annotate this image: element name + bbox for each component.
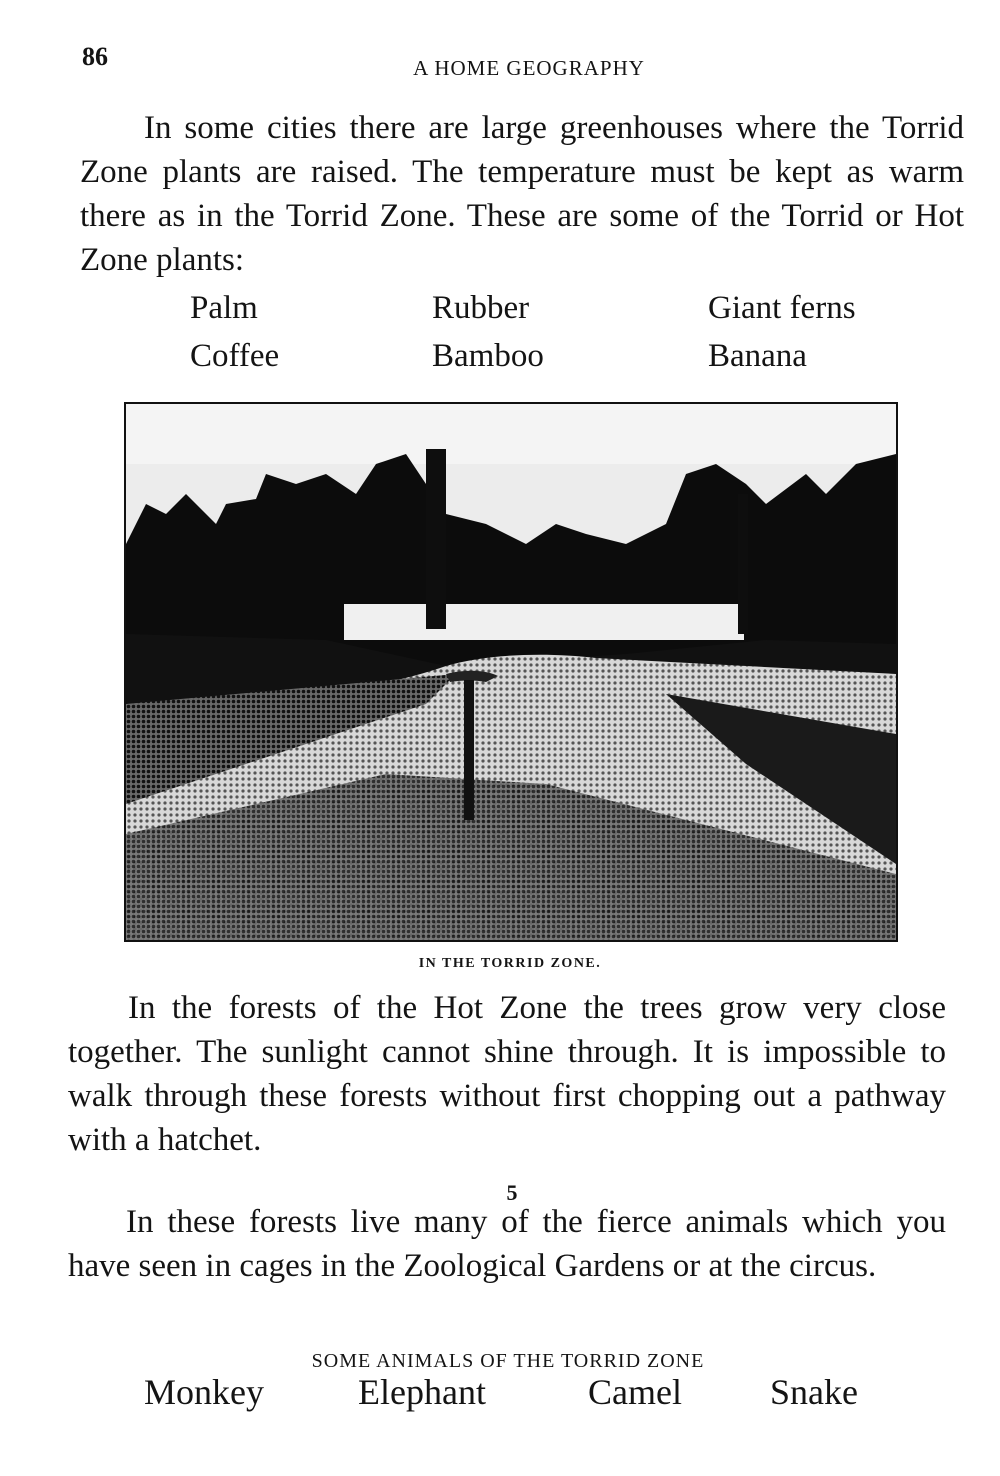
paragraph-greenhouses: In some cities there are large greenhouses where the Torrid Zone plants are raised. The temperature must be kept as warm there as in the Torrid Zone. These are some of the Torrid or Hot Zone plants:	[80, 110, 964, 278]
plant-list	[190, 286, 910, 378]
torrid-zone-photo	[124, 402, 898, 942]
animal-item: Monkey	[144, 1372, 264, 1412]
plant-item: Bamboo	[432, 338, 544, 374]
animal-item: Camel	[588, 1372, 682, 1412]
paragraph-animals: In these forests live many of the fierce animals which you have seen in cages in the Zoological Gardens or at the circus.	[68, 1204, 946, 1284]
plant-item: Rubber	[432, 290, 530, 326]
animal-item: Snake	[770, 1372, 858, 1412]
plant-item: Coffee	[190, 338, 280, 374]
figure-caption: IN THE TORRID ZONE.	[418, 956, 602, 971]
section-number: 5	[506, 1180, 518, 1205]
plant-item: Palm	[190, 290, 258, 326]
paragraph-forests: In the forests of the Hot Zone the trees grow very close together. The sunlight cannot shine through. It is impossible to walk through these forests without first chopping out a pathway with a hatchet.	[68, 990, 946, 1158]
running-head: A HOME GEOGRAPHY	[413, 56, 645, 80]
animals-heading: SOME ANIMALS OF THE TORRID ZONE	[311, 1350, 705, 1372]
animal-item: Elephant	[358, 1372, 486, 1412]
page-number: 86	[82, 42, 108, 71]
plant-item: Giant ferns	[708, 290, 856, 326]
plant-item: Banana	[708, 338, 807, 374]
